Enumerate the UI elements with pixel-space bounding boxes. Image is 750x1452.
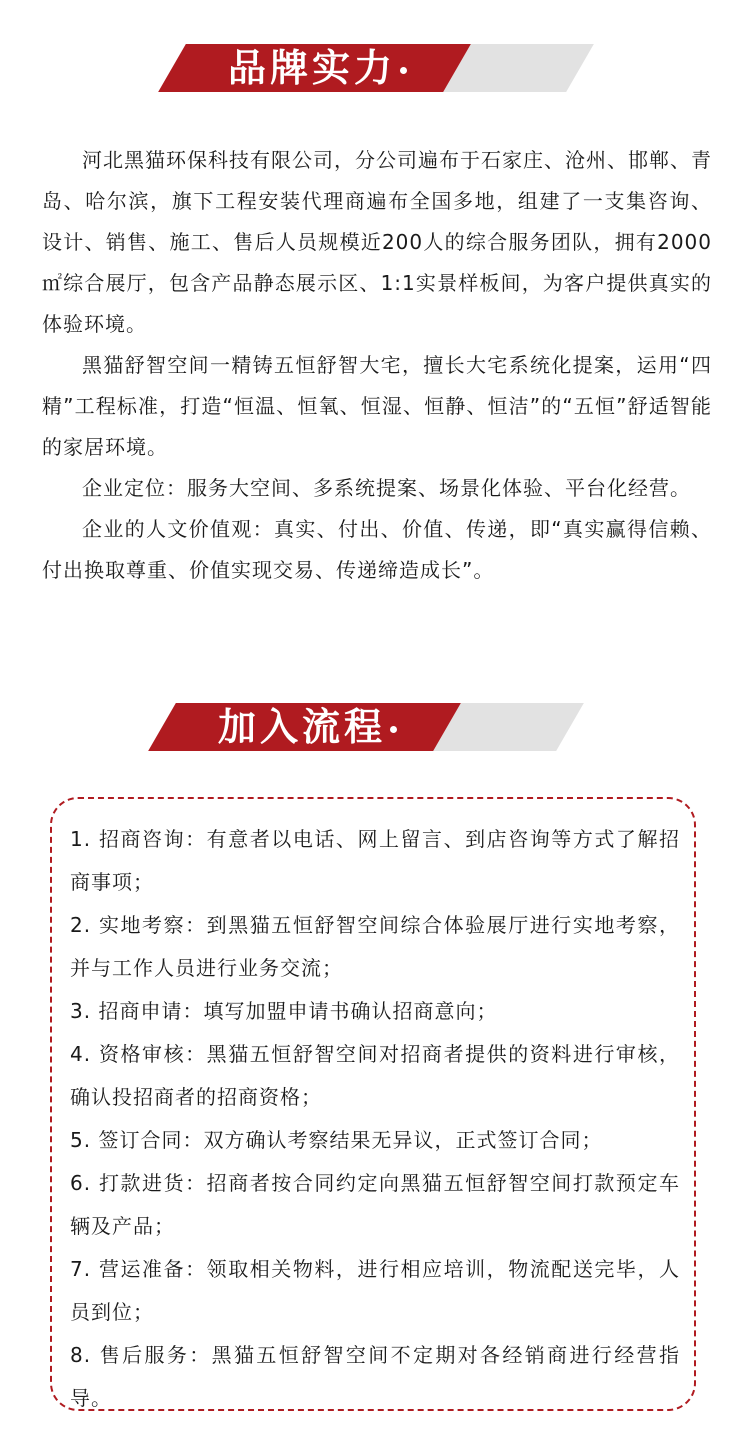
dot-icon — [390, 726, 397, 733]
join-step: 6. 打款进货：招商者按合同约定向黑猫五恒舒智空间打款预定车辆及产品； — [70, 1171, 680, 1238]
brand-paragraph: 企业定位：服务大空间、多系统提案、场景化体验、平台化经营。 — [82, 476, 691, 500]
join-step: 3. 招商申请：填写加盟申请书确认招商意向； — [70, 999, 498, 1023]
join-step: 5. 签订合同：双方确认考察结果无异议，正式签订合同； — [70, 1128, 603, 1152]
brand-paragraph: 河北黑猫环保科技有限公司，分公司遍布于石家庄、沧州、邯郸、青岛、哈尔滨，旗下工程安装代理商遍布全国多地，组建了一支集咨询、设计、销售、施工、售后人员规模近200人的综合服务团队，拥有2000㎡综合展厅，包含产品静态展示区、1:1实景样板间，为客户提供真实的体验环境。 — [42, 148, 712, 336]
join-step: 1. 招商咨询：有意者以电话、网上留言、到店咨询等方式了解招商事项； — [70, 827, 680, 894]
brand-section-title: 品牌实力 — [228, 44, 407, 92]
brand-section-banner — [0, 44, 750, 92]
join-step: 4. 资格审核：黑猫五恒舒智空间对招商者提供的资料进行审核，确认投招商者的招商资格； — [70, 1042, 680, 1109]
join-steps-list — [70, 818, 680, 1420]
brand-intro — [42, 140, 712, 591]
dot-icon — [400, 67, 407, 74]
join-section-banner — [0, 703, 750, 751]
join-step: 7. 营运准备：领取相关物料，进行相应培训，物流配送完毕，人员到位； — [70, 1257, 680, 1324]
brand-paragraph: 企业的人文价值观：真实、付出、价值、传递，即“真实赢得信赖、付出换取尊重、价值实现交易、传递缔造成长”。 — [42, 517, 712, 582]
join-step: 8. 售后服务：黑猫五恒舒智空间不定期对各经销商进行经营指导。 — [70, 1343, 680, 1410]
join-section-title: 加入流程 — [218, 703, 397, 751]
brand-paragraph: 黑猫舒智空间一精铸五恒舒智大宅，擅长大宅系统化提案，运用“四精”工程标准，打造“恒温、恒氧、恒湿、恒静、恒洁”的“五恒”舒适智能的家居环境。 — [42, 353, 712, 459]
join-step: 2. 实地考察：到黑猫五恒舒智空间综合体验展厅进行实地考察，并与工作人员进行业务交流； — [70, 913, 680, 980]
